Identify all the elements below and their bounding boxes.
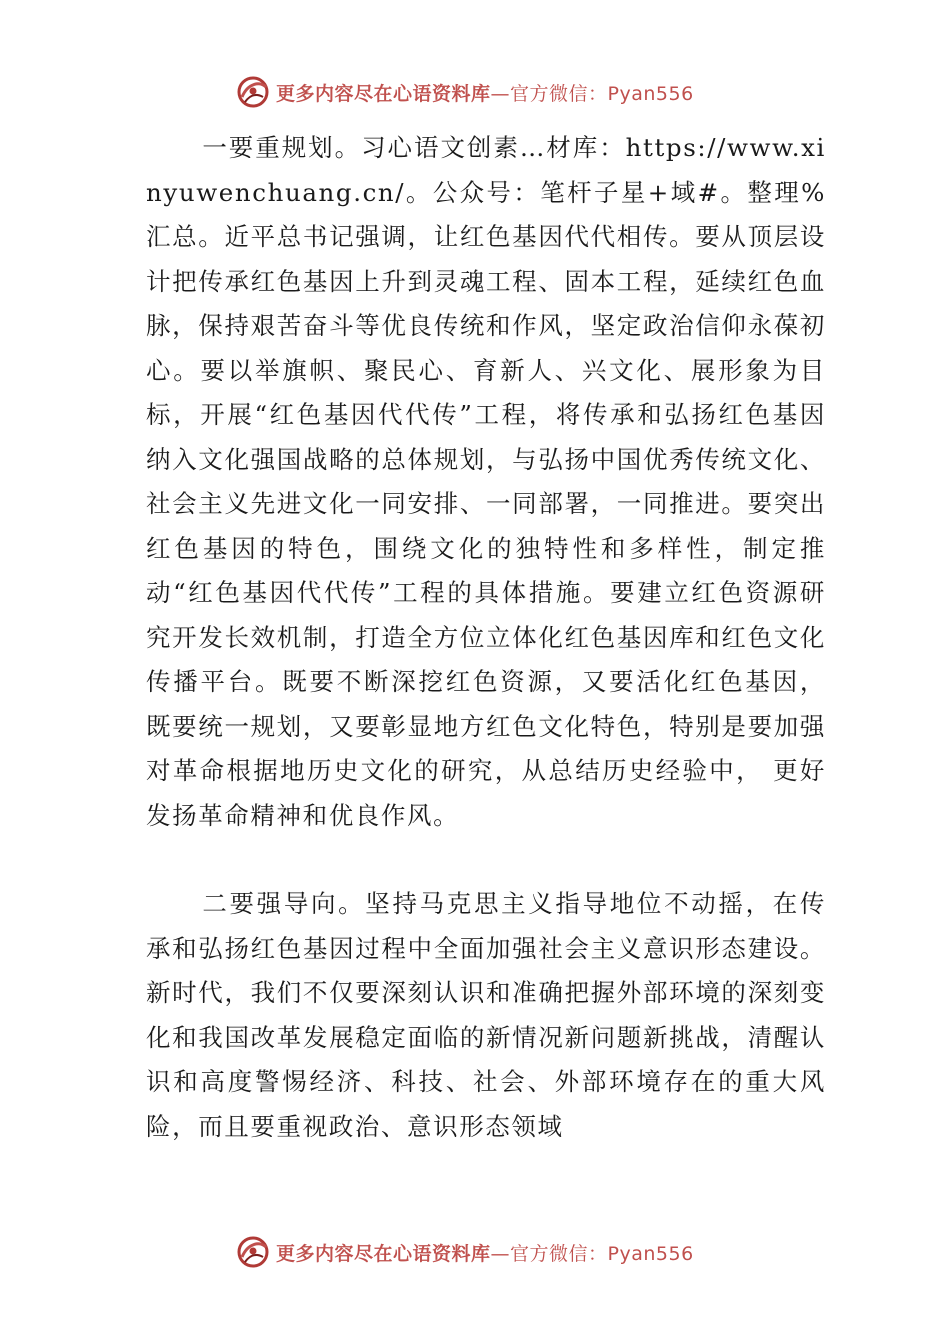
- red-swirl-logo-icon: [236, 75, 270, 109]
- header-banner: [236, 72, 756, 112]
- document-body: [146, 126, 826, 1149]
- footer-banner-text: 更多内容尽在心语资料库—官方微信：Pyan556: [276, 1242, 694, 1265]
- red-swirl-logo-icon: [236, 1235, 270, 1269]
- footer-banner: [236, 1232, 756, 1272]
- paragraph-planning: 一要重规划。习心语文创素…材库：https://www.xinyuwenchuang.cn/。公众号：笔杆子星+域#。整理%汇总。近平总书记强调，让红色基因代代相传。要从顶层设计把传承红色基因上升到灵魂工程、固本工程，延续红色血脉，保持艰苦奋斗等优良传统和作风，坚定政治信仰永葆初心。要以举旗帜、聚民心、育新人、兴文化、展形象为目标，开展“红色基因代代传”工程，将传承和弘扬红色基因纳入文化强国战略的总体规划，与弘扬中国优秀传统文化、社会主义先进文化一同安排、一同部署，一同推进。要突出红色基因的特色，围绕文化的独特性和多样性，制定推动“红色基因代代传”工程的具体措施。要建立红色资源研究开发长效机制，打造全方位立体化红色基因库和红色文化传播平台。既要不断深挖红色资源，又要活化红色基因， 既要统一规划，又要彰显地方红色文化特色，特别是要加强对革命根据地历史文化的研究，从总结历史经验中， 更好发扬革命精神和优良作风。: [146, 133, 826, 830]
- header-banner-text: 更多内容尽在心语资料库—官方微信：Pyan556: [276, 82, 694, 105]
- paragraph-guidance: 二要强导向。坚持马克思主义指导地位不动摇，在传承和弘扬红色基因过程中全面加强社会主义意识形态建设。新时代，我们不仅要深刻认识和准确把握外部环境的深刻变化和我国改革发展稳定面临的新情况新问题新挑战，清醒认识和高度警惕经济、科技、社会、外部环境存在的重大风险，而且要重视政治、意识形态领域: [146, 889, 826, 1141]
